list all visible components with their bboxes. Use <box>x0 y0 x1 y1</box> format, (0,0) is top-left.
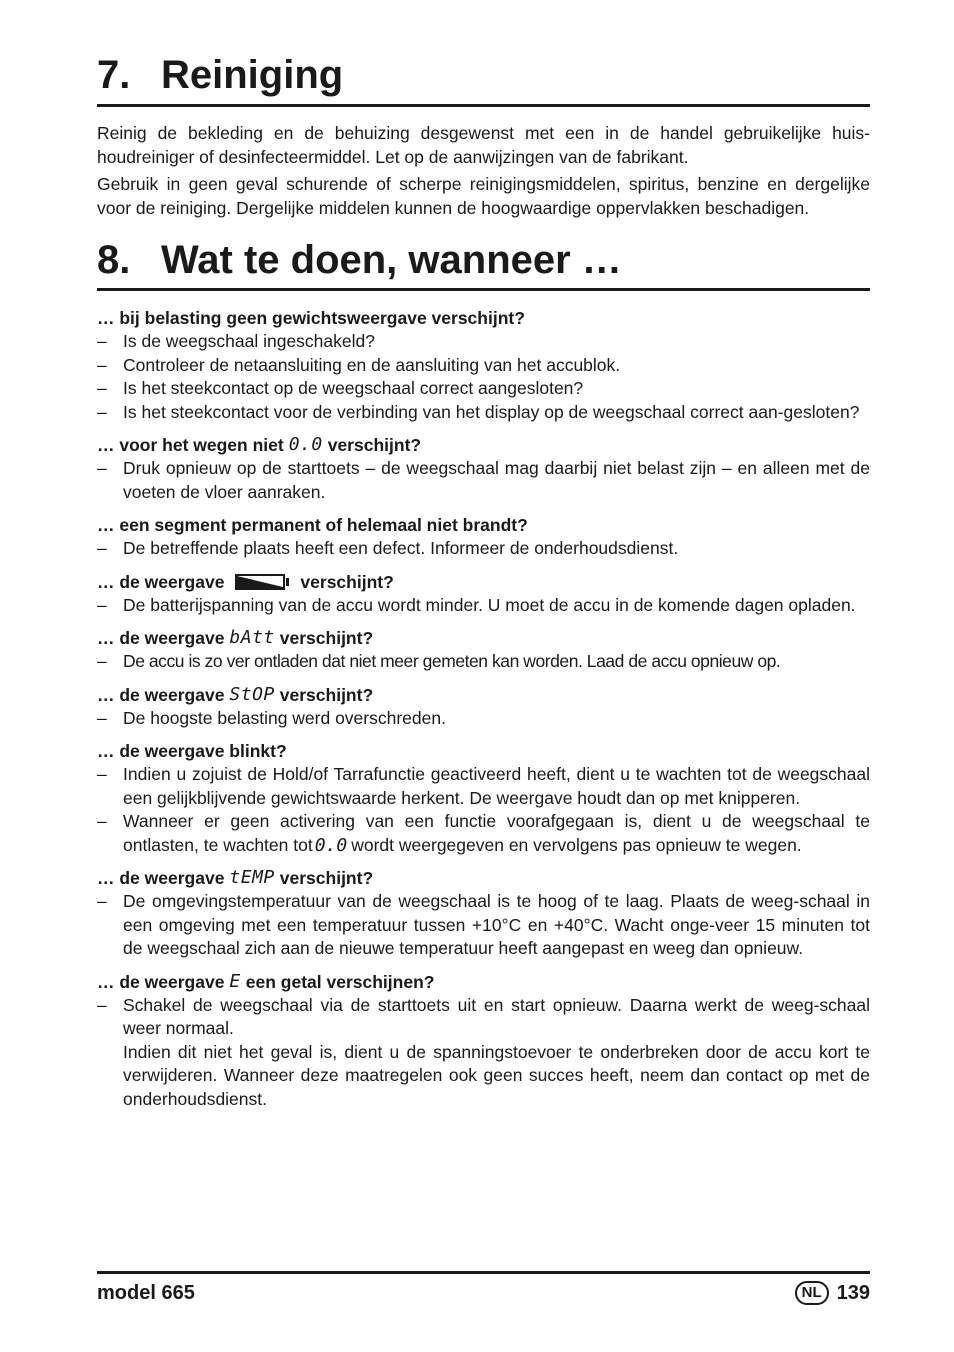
display-symbol: tEMP <box>229 867 275 888</box>
language-badge: NL <box>795 1281 829 1305</box>
section-7-heading <box>97 55 870 107</box>
list-item: – De batterijspanning van de accu wordt minder. U moet de accu in de komende dagen opladen. <box>97 594 856 615</box>
footer-page-info <box>795 1281 870 1305</box>
section-7-title: 7. Reiniging <box>97 53 344 97</box>
paragraph: Reinig de bekleding en de behuizing desgewenst met een in de handel gebruikelijke huis-houdreiniger of desinfecteermiddel. Let op de aanwijzingen van de fabrikant. <box>97 123 870 167</box>
question-heading: … een segment permanent of helemaal niet brandt? <box>97 515 528 535</box>
question-heading: … bij belasting geen gewichtsweergave verschijnt? <box>97 308 525 328</box>
list-item: – Indien u zojuist de Hold/of Tarrafunctie geactiveerd heeft, dient u te wachten tot de weegschaal een gelijkblijvende gewichtswaarde herkent. De weergave houdt dan op met knipperen. <box>97 764 870 808</box>
paragraph: Gebruik in geen geval schurende of scherpe reinigingsmiddelen, spiritus, benzine en dergelijke voor de reiniging. Dergelijke middelen kunnen de hoogwaardige oppervlakken beschadigen. <box>97 174 870 218</box>
troubleshooting-list <box>97 306 870 1111</box>
question-heading: … de weergave E een getal verschijnen? <box>97 970 435 992</box>
display-symbol: 0.0 <box>288 434 323 455</box>
list-item: – De betreffende plaats heeft een defect. Informeer de onderhoudsdienst. <box>97 538 679 558</box>
list-item: – Is het steekcontact voor de verbinding van het display op de weegschaal correct aan-gesloten? <box>97 401 860 422</box>
list-item: – Schakel de weegschaal via de starttoets uit en start opnieuw. Daarna werkt de weeg-schaal weer normaal. Indien dit niet het geval is, dient u de spanningstoevoer te onderbreken door de accu kort te verwijderen. Wanneer deze maatregelen ook geen succes heeft, neem dan contact op met de onderhoudsdienst. <box>97 994 870 1109</box>
question-heading: … de weergave StOP verschijnt? <box>97 683 374 705</box>
question-heading: … voor het wegen niet 0.0 verschijnt? <box>97 434 422 455</box>
display-symbol: StOP <box>229 683 275 705</box>
question-heading: … de weergave tEMP verschijnt? <box>97 867 374 888</box>
battery-low-icon <box>234 572 290 592</box>
question-heading: … de weergave bAtt verschijnt? <box>97 627 374 648</box>
list-item: – De omgevingstemperatuur van de weegschaal is te hoog of te laag. Plaats de weeg-schaal in een omgeving met een temperatuur tussen +10°C en +40°C. Wacht onge-veer 15 minuten tot de weegschaal zich aan de nieuwe temperatuur heeft aangepast en weeg dan opnieuw. <box>97 891 870 958</box>
list-item: – De hoogste belasting werd overschreden. <box>97 707 446 728</box>
question-heading: … de weergave blinkt? <box>97 741 287 761</box>
list-item: – Is het steekcontact op de weegschaal correct aangesloten? <box>97 378 584 398</box>
display-symbol: E <box>229 970 241 992</box>
list-item: – Wanneer er geen activering van een functie voorafgegaan is, dient u de weegschaal te ontlasten, te wachten tot 0.0 wordt weergegeven en vervolgens pas opnieuw te wegen. <box>97 811 870 856</box>
section-7-body <box>97 122 870 220</box>
footer-divider <box>97 1271 870 1274</box>
display-symbol: 0.0 <box>314 834 348 856</box>
list-item: – Druk opnieuw op de starttoets – de weegschaal mag daarbij niet belast zijn – en alleen met de voeten de vloer aanraken. <box>97 458 870 502</box>
list-item: – De accu is zo ver ontladen dat niet meer gemeten kan worden. Laad de accu opnieuw op. <box>97 651 781 671</box>
section-8-title: 8. Wat te doen, wanneer … <box>97 238 622 282</box>
question-heading: … de weergave verschijnt? <box>97 571 394 592</box>
display-symbol: bAtt <box>229 627 275 648</box>
list-item: – Controleer de netaansluiting en de aansluiting van het accublok. <box>97 354 621 375</box>
footer-model: model 665 <box>97 1282 195 1304</box>
list-item: – Is de weegschaal ingeschakeld? <box>97 331 375 351</box>
section-8-heading <box>97 240 870 291</box>
page-number: 139 <box>836 1281 870 1304</box>
